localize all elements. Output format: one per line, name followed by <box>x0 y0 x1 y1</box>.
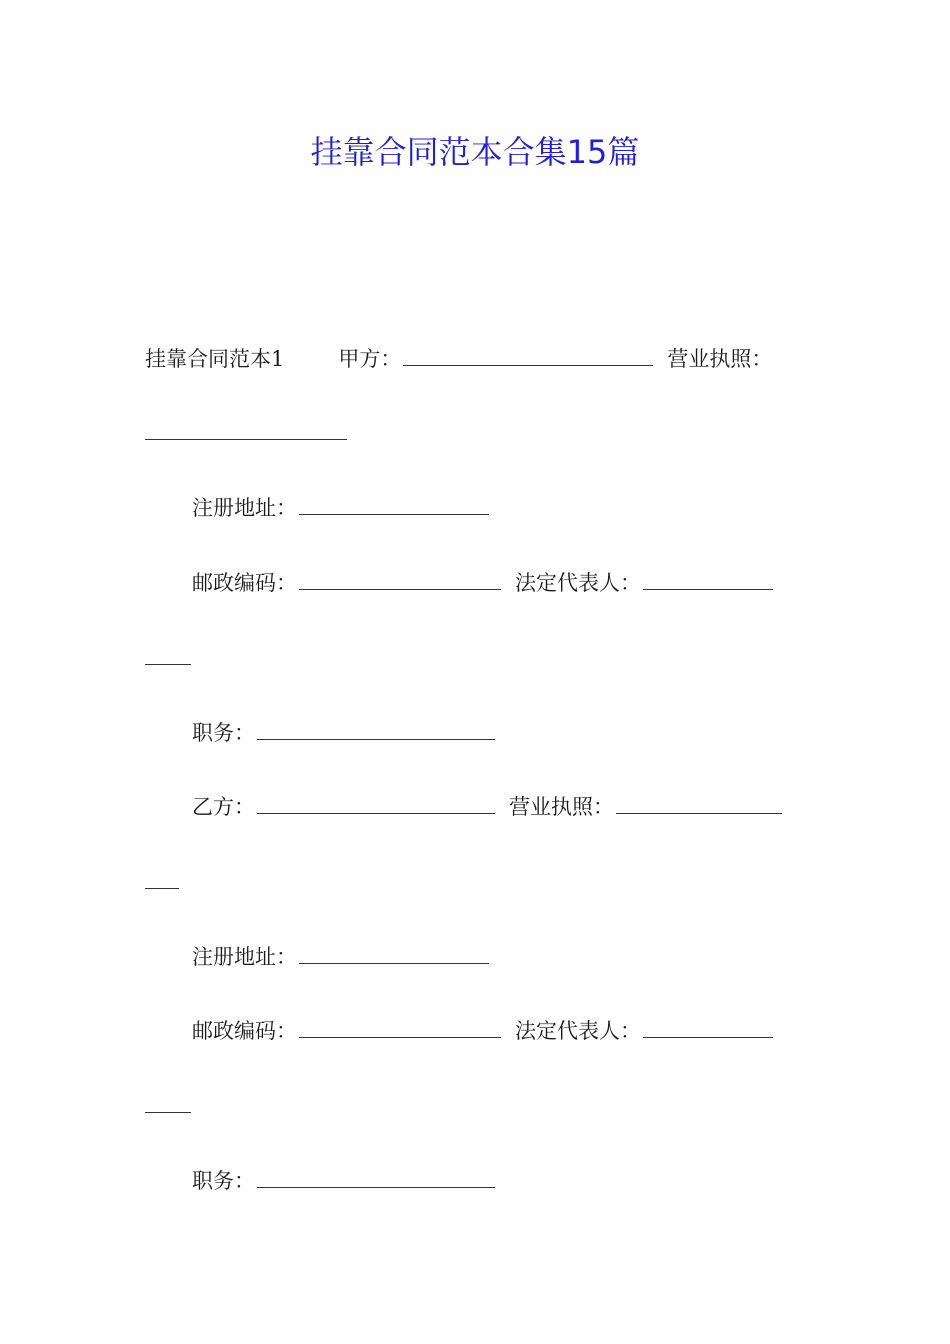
document-title: 挂靠合同范本合集15篇 <box>310 133 640 171</box>
party-a-license-label: 营业执照： <box>667 347 773 371</box>
party-b-license-blank[interactable] <box>616 793 782 814</box>
party-b-label: 乙方： <box>192 795 255 819</box>
party-a-line <box>145 344 772 374</box>
party-a-address-line <box>192 493 489 523</box>
party-b-address-label: 注册地址： <box>192 945 297 969</box>
party-a-rep-blank[interactable] <box>643 569 773 590</box>
party-b-position-line <box>192 1166 495 1196</box>
party-b-position-blank[interactable] <box>257 1167 495 1188</box>
party-a-address-blank[interactable] <box>299 494 489 515</box>
party-a-license-blank[interactable] <box>145 419 347 440</box>
party-b-license-continuation <box>145 867 179 897</box>
party-b-position-label: 职务： <box>192 1169 255 1193</box>
party-a-address-label: 注册地址： <box>192 496 297 520</box>
party-a-postal-label: 邮政编码： <box>192 571 297 595</box>
party-b-rep-blank[interactable] <box>643 1017 773 1038</box>
party-a-postal-line <box>192 568 773 598</box>
party-a-name-blank[interactable] <box>403 345 653 366</box>
party-b-postal-blank[interactable] <box>299 1017 501 1038</box>
party-a-position-line <box>192 718 495 748</box>
party-a-label: 甲方： <box>338 347 402 371</box>
contract-heading: 挂靠合同范本1 <box>145 347 285 371</box>
party-a-position-label: 职务： <box>192 721 255 745</box>
party-b-postal-label: 邮政编码： <box>192 1019 297 1043</box>
party-b-rep-continuation <box>145 1091 191 1121</box>
party-b-license-label: 营业执照： <box>509 795 614 819</box>
party-b-address-line <box>192 942 489 972</box>
party-a-license-continuation <box>145 418 347 448</box>
party-b-rep-label: 法定代表人： <box>515 1019 641 1043</box>
party-a-rep-blank-end[interactable] <box>145 644 191 665</box>
party-b-line <box>192 792 782 822</box>
party-b-license-blank-end[interactable] <box>145 868 179 889</box>
party-b-address-blank[interactable] <box>299 943 489 964</box>
party-a-position-blank[interactable] <box>257 719 495 740</box>
party-b-name-blank[interactable] <box>257 793 495 814</box>
party-a-postal-blank[interactable] <box>299 569 501 590</box>
party-a-rep-label: 法定代表人： <box>515 571 641 595</box>
party-b-postal-line <box>192 1016 773 1046</box>
party-a-rep-continuation <box>145 643 191 673</box>
party-b-rep-blank-end[interactable] <box>145 1092 191 1113</box>
